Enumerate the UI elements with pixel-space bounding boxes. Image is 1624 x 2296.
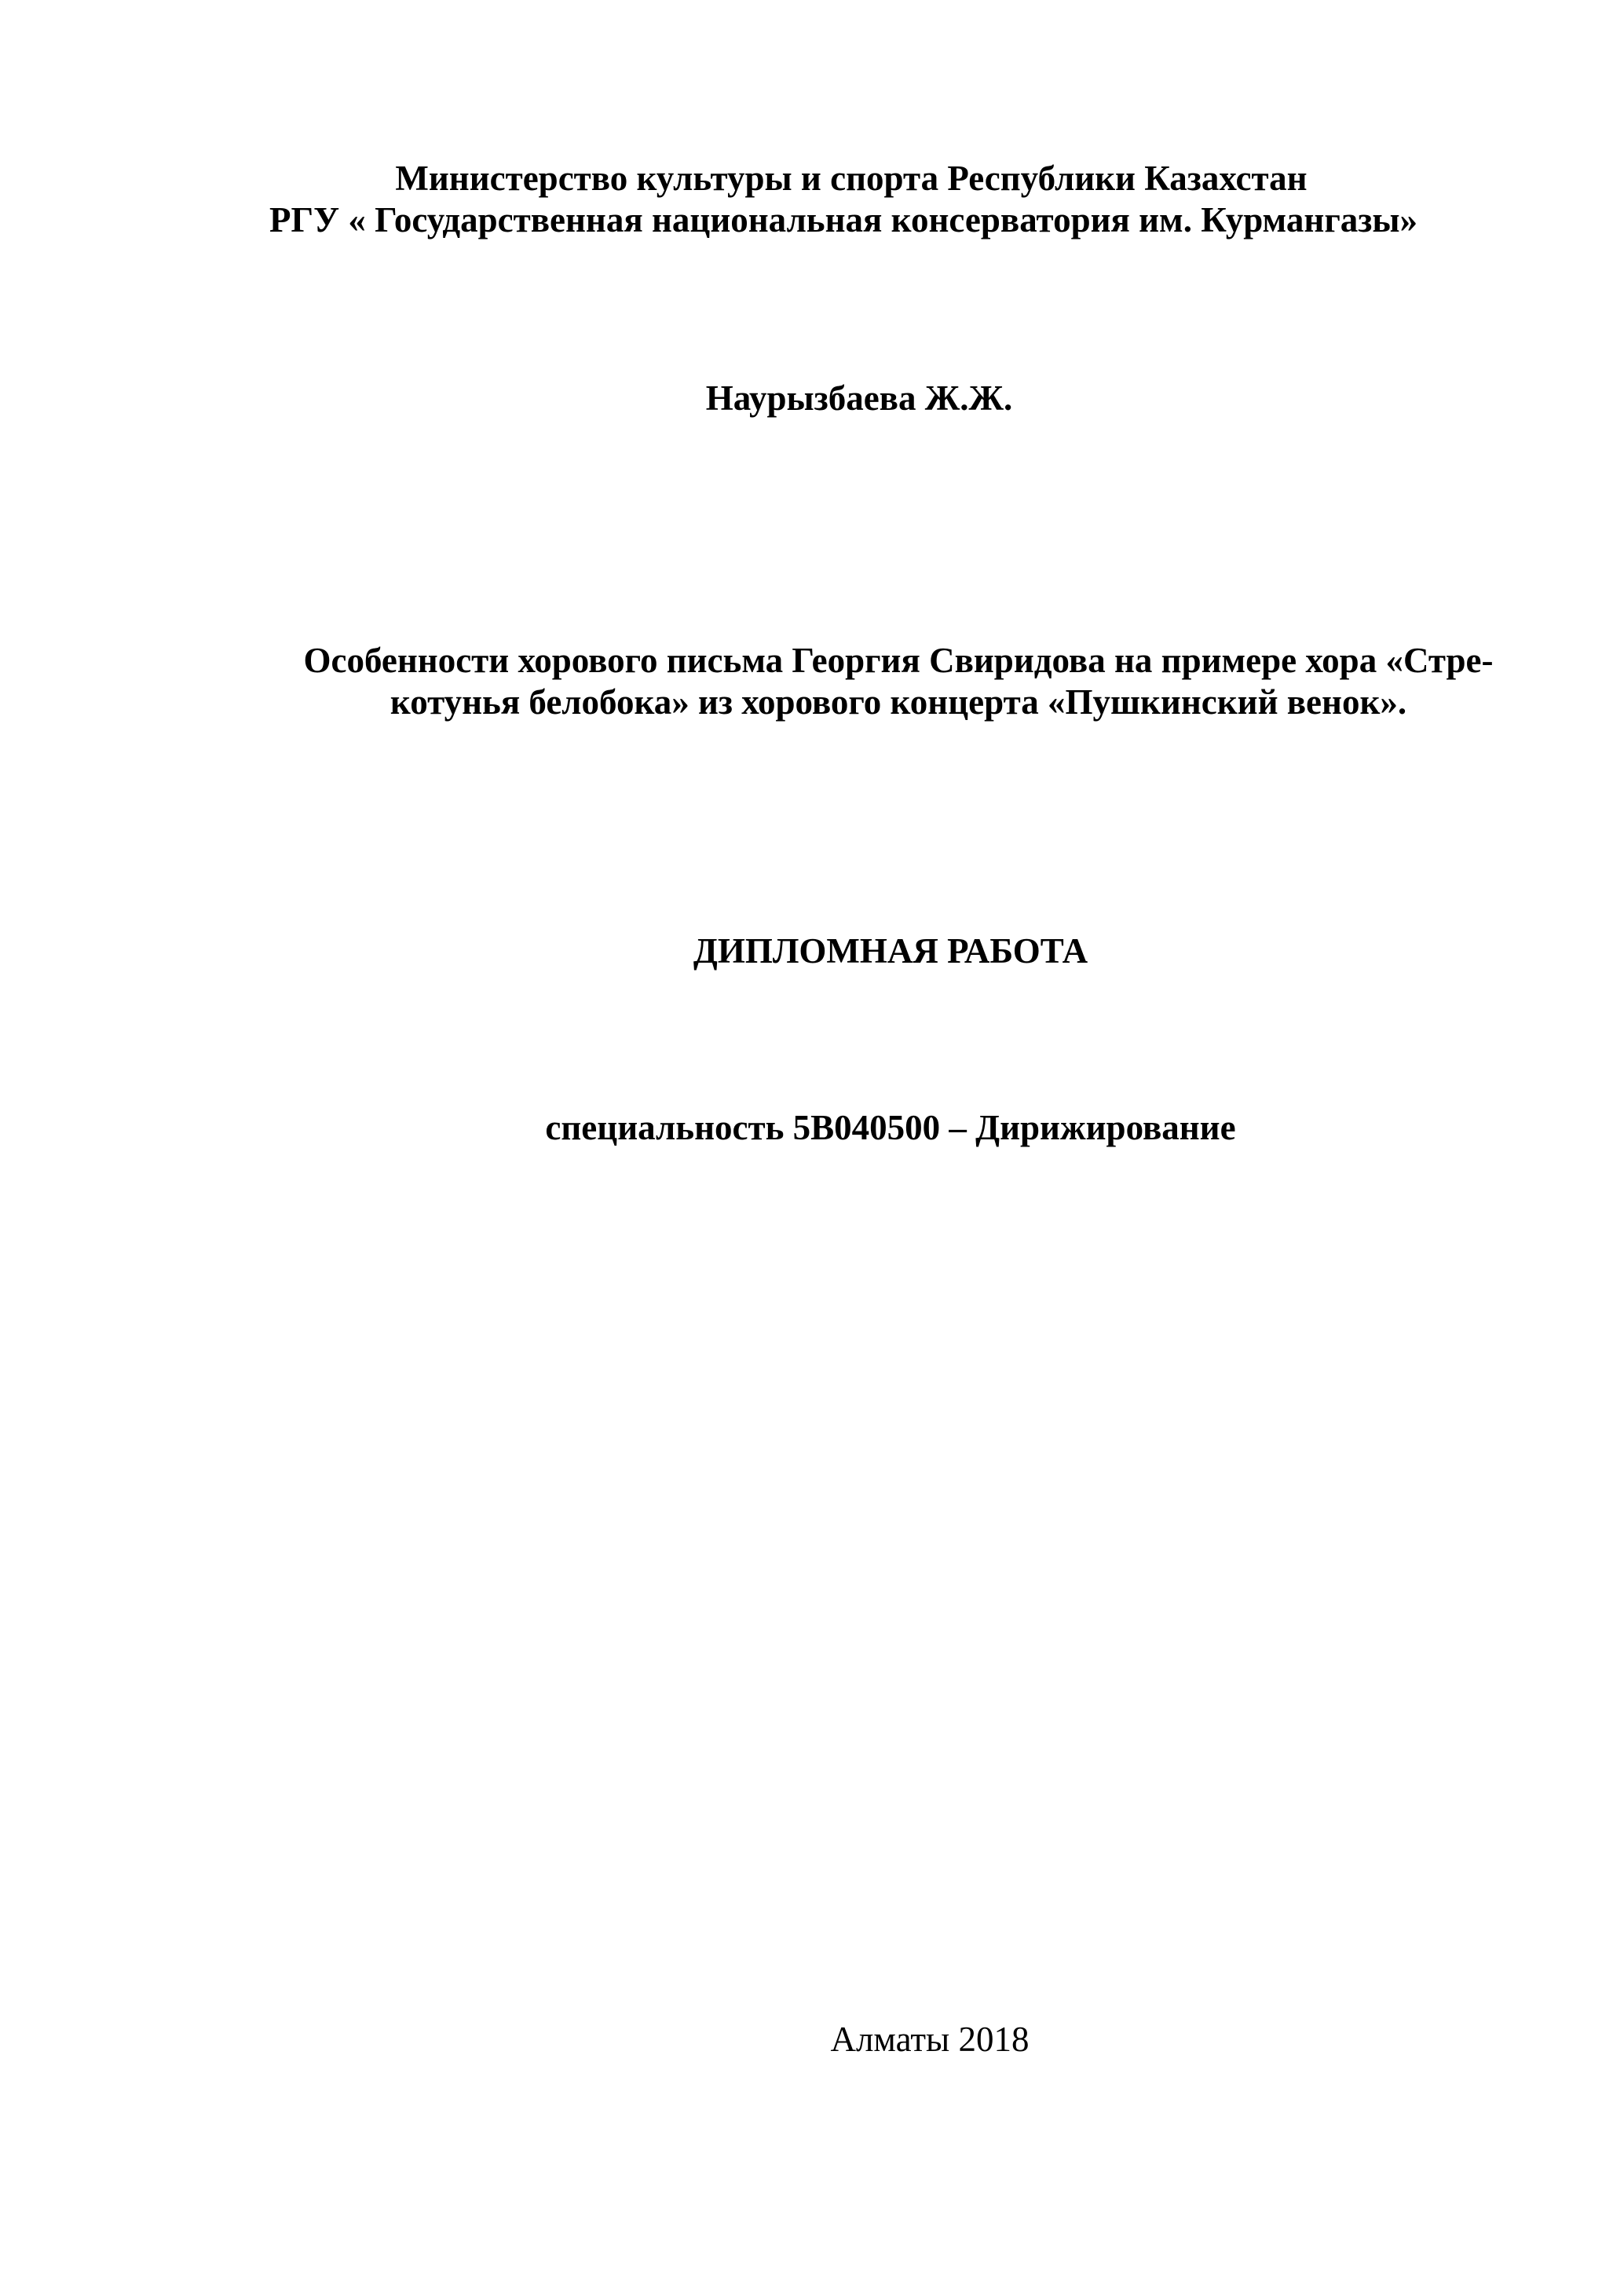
ministry-heading: Министерство культуры и спорта Республики Казахстан bbox=[395, 159, 1308, 198]
thesis-title-line-2: котунья белобока» из хорового концерта «Пушкинский венок». bbox=[390, 682, 1407, 722]
author-name: Наурызбаева Ж.Ж. bbox=[705, 378, 1013, 418]
specialty-line: специальность 5В040500 – Дирижирование bbox=[545, 1108, 1236, 1147]
thesis-title-line-1: Особенности хорового письма Георгия Свиридова на примере хора «Стре- bbox=[303, 641, 1494, 680]
institution-heading: РГУ « Государственная национальная консерватория им. Курмангазы» bbox=[269, 200, 1417, 239]
place-and-year: Алматы 2018 bbox=[830, 2020, 1030, 2059]
document-type: ДИПЛОМНАЯ РАБОТА bbox=[693, 931, 1088, 971]
